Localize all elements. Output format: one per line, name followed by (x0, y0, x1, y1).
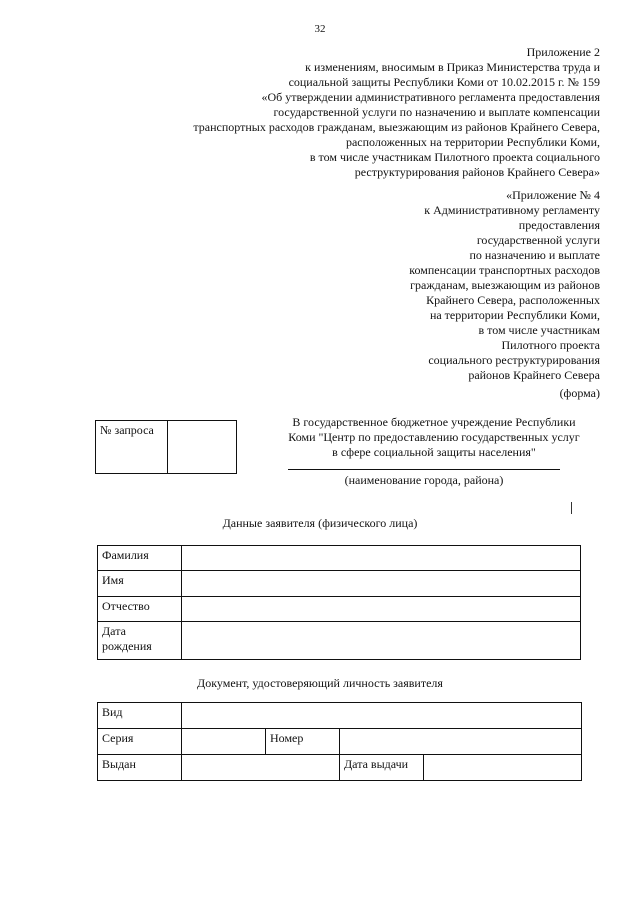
recipient-line: в сфере социальной защиты населения" (332, 445, 536, 459)
appendix-4-line: районов Крайнего Севера (468, 368, 600, 382)
issued-by-label: Выдан (98, 755, 182, 781)
table-row (98, 755, 582, 781)
document-number-field[interactable] (340, 729, 582, 755)
appendix-2-line: «Об утверждении административного регламента предоставления (261, 90, 600, 104)
appendix-2-header (80, 45, 600, 180)
appendix-2-line: социальной защиты Республики Коми от 10.02.2015 г. № 159 (288, 75, 600, 89)
city-district-caption: (наименование города, района) (344, 473, 504, 487)
table-row (98, 703, 582, 729)
document-number-label: Номер (266, 729, 340, 755)
appendix-4-line: «Приложение № 4 (506, 188, 600, 202)
document-series-field[interactable] (182, 729, 266, 755)
appendix-4-line: государственной услуги (476, 233, 600, 247)
patronymic-label: Отчество (98, 597, 182, 622)
birth-date-label-line: Дата (102, 624, 126, 638)
request-number-field[interactable] (168, 421, 236, 473)
appendix-4-line: социального реструктурирования (428, 353, 600, 367)
appendix-4-line: к Административному регламенту (424, 203, 600, 217)
appendix-2-line: государственной услуги по назначению и выплате компенсации (273, 105, 600, 119)
appendix-4-line: гражданам, выезжающим из районов (410, 278, 600, 292)
appendix-4-line: предоставления (518, 218, 600, 232)
recipient-address (278, 415, 590, 460)
city-district-fill-line[interactable] (288, 469, 560, 470)
identity-document-table (97, 702, 582, 781)
appendix-2-line: расположенных на территории Республики Коми, (345, 135, 600, 149)
appendix-4-line: на территории Республики Коми, (429, 308, 600, 322)
appendix-4-line: по назначению и выплате (469, 248, 600, 262)
appendix-4-header (300, 188, 600, 383)
appendix-2-line: реструктурирования районов Крайнего Севера» (354, 165, 600, 179)
appendix-2-line: в том числе участникам Пилотного проекта социального (309, 150, 600, 164)
table-row (98, 622, 581, 660)
page-number: 32 (314, 23, 326, 35)
name-field[interactable] (182, 571, 581, 597)
birth-date-field[interactable] (182, 622, 581, 660)
document-type-field[interactable] (182, 703, 582, 729)
issued-by-field[interactable] (182, 755, 340, 781)
issue-date-label: Дата выдачи (340, 755, 424, 781)
appendix-2-line: Приложение 2 (526, 45, 600, 59)
appendix-2-line: транспортных расходов гражданам, выезжающим из районов Крайнего Севера, (193, 120, 600, 134)
appendix-4-line: Пилотного проекта (501, 338, 600, 352)
birth-date-label-line: рождения (102, 639, 152, 653)
pen-mark (571, 502, 572, 514)
appendix-4-line: Крайнего Севера, расположенных (426, 293, 600, 307)
surname-field[interactable] (182, 546, 581, 571)
table-row (98, 729, 582, 755)
birth-date-label (98, 622, 182, 660)
recipient-line: Коми "Центр по предоставлению государственных услуг (288, 430, 580, 444)
request-number-label: № запроса (96, 421, 168, 473)
table-row (98, 546, 581, 571)
applicant-data-table (97, 545, 581, 660)
request-number-box (95, 420, 237, 474)
surname-label: Фамилия (98, 546, 182, 571)
appendix-4-line: в том числе участникам (478, 323, 600, 337)
applicant-section-title: Данные заявителя (физического лица) (222, 516, 418, 530)
identity-document-section-title: Документ, удостоверяющий личность заявителя (197, 676, 443, 690)
name-label: Имя (98, 571, 182, 597)
appendix-4-line: компенсации транспортных расходов (409, 263, 600, 277)
issue-date-field[interactable] (424, 755, 582, 781)
table-row (98, 597, 581, 622)
document-type-label: Вид (98, 703, 182, 729)
recipient-line: В государственное бюджетное учреждение Республики (292, 415, 576, 429)
document-series-label: Серия (98, 729, 182, 755)
table-row (98, 571, 581, 597)
patronymic-field[interactable] (182, 597, 581, 622)
form-label: (форма) (559, 386, 600, 400)
appendix-2-line: к изменениям, вносимым в Приказ Министерства труда и (305, 60, 600, 74)
